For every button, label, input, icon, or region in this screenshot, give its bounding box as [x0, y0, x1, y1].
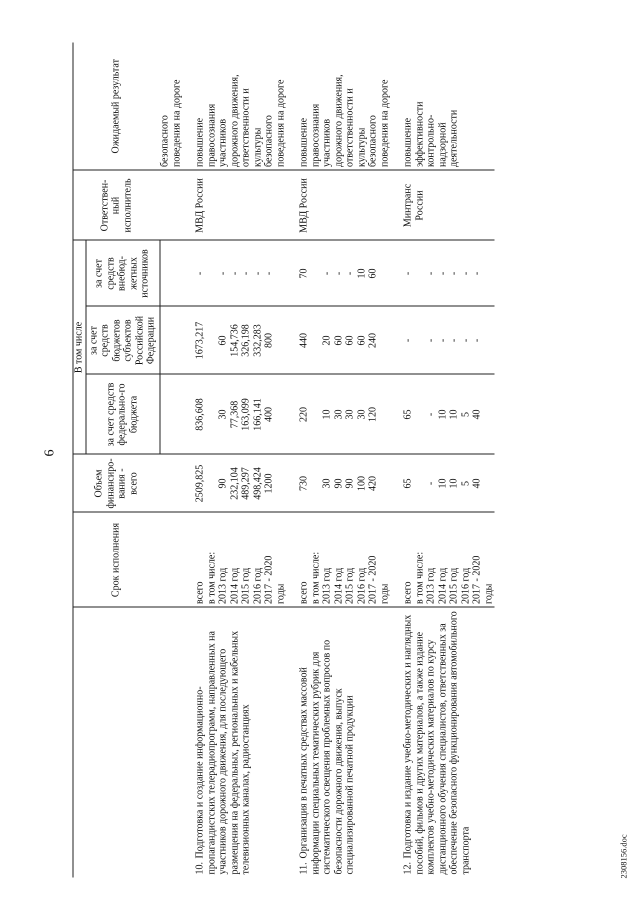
executor-cell: МВД России: [286, 170, 390, 240]
federal-cell: 836,608 30 77,368 163,099 166,141 400: [182, 374, 286, 454]
executor-cell: Минтранс России: [390, 170, 494, 240]
term-cell: всего в том числе: 2013 год 2014 год 2015 год 2016 год 2017 - 2020 годы: [182, 512, 286, 607]
result-cell: повышение правосознания участников дорожного движения, ответственности и культуры безопасного поведения на дороге: [182, 42, 286, 170]
extra-cell: 70 - - - 10 60: [286, 240, 390, 306]
header-extra: за счет средств внебюд-жетных источников: [85, 240, 159, 306]
regional-cell: 440 20 60 60 60 240: [286, 306, 390, 374]
regional-cell: 1673,217 60 154,736 326,198 332,283 800: [182, 306, 286, 374]
result-cell: повышение правосознания участников дорожного движения, ответственности и культуры безопасного поведения на дороге: [286, 42, 390, 170]
executor-cell: МВД России: [182, 170, 286, 240]
header-measure: [73, 607, 160, 877]
regional-cell: - - - - - -: [390, 306, 494, 374]
extra-cell: - - - - - -: [390, 240, 494, 306]
term-cell: всего в том числе: 2013 год 2014 год 2015 год 2016 год 2017 - 2020 годы: [286, 512, 390, 607]
page-number: 6: [42, 449, 57, 456]
header-term: Срок исполнения: [73, 512, 160, 607]
result-cell: повышение эффективности контрольно- надзорной деятельности: [390, 42, 494, 170]
measure-cell: 11.Организация в печатных средствах массовой информации специальных тематических рубрик для систематического освещения проблемных вопросов по безопасности дорожного движения, выпуск специализированной печатной продукции: [298, 639, 355, 874]
extra-cell: - - - - - -: [182, 240, 286, 306]
federal-cell: 65 - 10 10 5 40: [390, 374, 494, 454]
total-cell: 2509,825 90 232,104 489,297 498,424 1200: [182, 454, 286, 512]
header-in-total: В том числе: [73, 240, 86, 454]
carry-over-result: безопасного поведения на дороге: [159, 42, 182, 170]
term-cell: всего в том числе: 2013 год 2014 год 2015 год 2016 год 2017 - 2020 годы: [390, 512, 494, 607]
header-executor: Ответствен-ный исполнитель: [73, 170, 160, 240]
header-total: Объем финансиро-вания - всего: [73, 454, 160, 512]
table-row: [390, 42, 494, 877]
table-row: [182, 42, 286, 877]
header-result: Ожидаемый результат: [73, 42, 160, 170]
total-cell: 730 30 90 90 100 420: [286, 454, 390, 512]
total-cell: 65 - 10 10 5 40: [390, 454, 494, 512]
footer-filename: 2308156.doc: [618, 833, 628, 878]
carry-over-row: [159, 42, 182, 877]
table-row: [286, 42, 390, 877]
header-regional: за счет средств бюджетов субъектов Российской Федерации: [85, 306, 159, 374]
header-federal: за счет средств федерально-го бюджета: [85, 374, 159, 454]
measure-cell: 10.Подготовка и создание информационно-пропагандистских телерадиопрограмм, направленных на участников дорожного движения, для последующего размещения на федеральных, региональных и кабельных телевизионных каналах, радиостанциях: [194, 630, 251, 874]
measures-table: [72, 42, 494, 877]
federal-cell: 220 10 30 30 30 120: [286, 374, 390, 454]
measure-cell: 12.Подготовка и издание учебно-методических и наглядных пособий, фильмов и других материалов, а также издание комплектов учебно-методических материалов по курсу дистанционного обучения специалистов, ответственных за обеспечение безопасного функционирования автомобильного транспорта: [402, 610, 471, 874]
